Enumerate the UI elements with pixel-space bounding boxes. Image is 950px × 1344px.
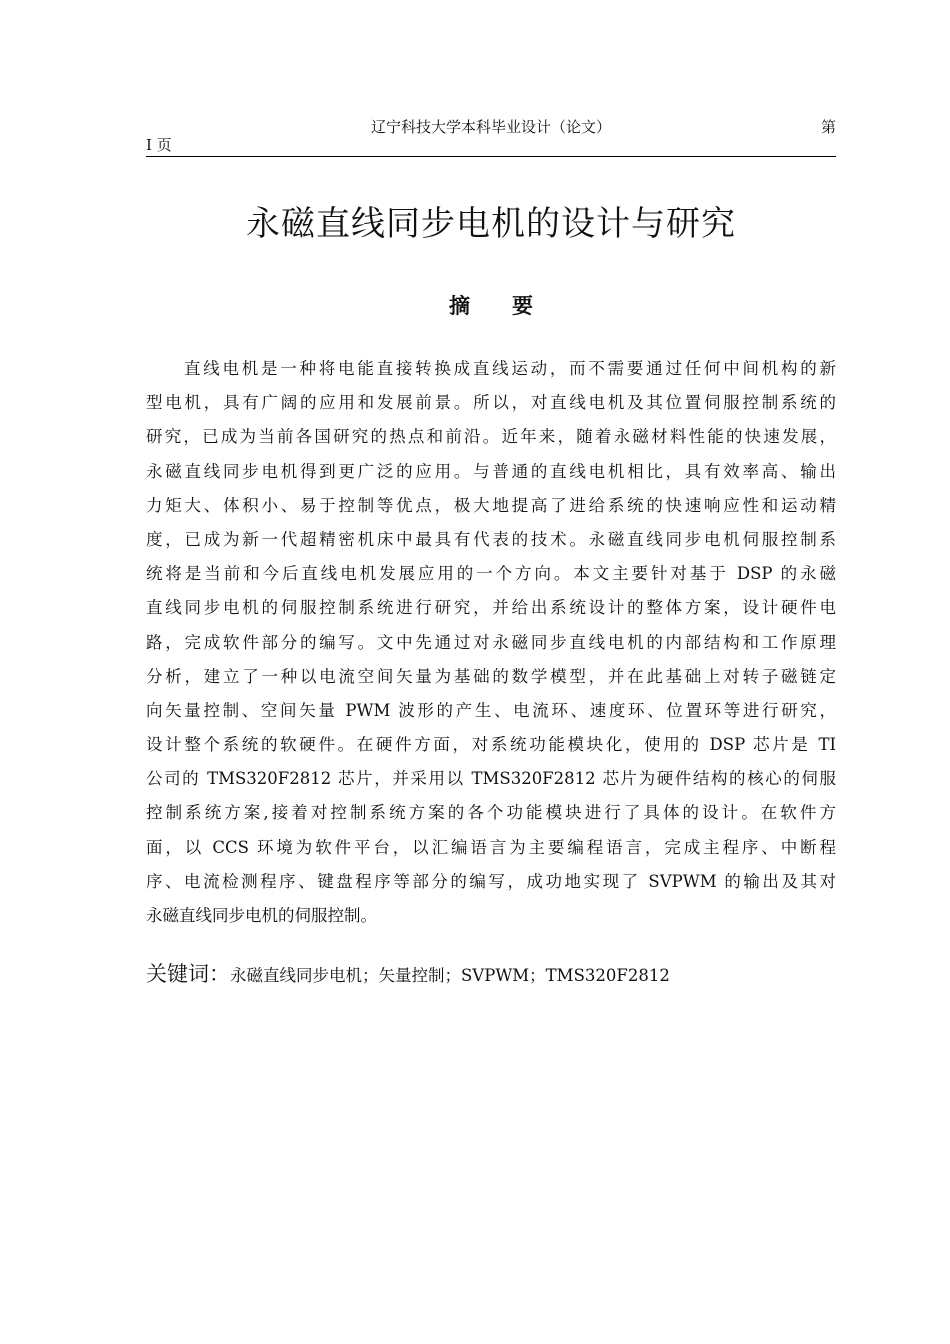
abstract-line: 序、电流检测程序、键盘程序等部分的编写，成功地实现了 SVPWM 的输出及其对 [146,871,836,891]
abstract-line: 型电机，具有广阔的应用和发展前景。所以，对直线电机及其位置伺服控制系统的 [146,393,836,413]
abstract-line: 控制系统方案,接着对控制系统方案的各个功能模块进行了具体的设计。在软件方 [146,803,836,823]
keywords [146,958,836,988]
abstract-line: 设计整个系统的软硬件。在硬件方面，对系统功能模块化，使用的 DSP 芯片是 TI [146,735,836,755]
abstract-line: 路，完成软件部分的编写。文中先通过对永磁同步直线电机的内部结构和工作原理 [146,632,836,652]
abstract-line: 分析，建立了一种以电流空间矢量为基础的数学模型，并在此基础上对转子磁链定 [146,666,836,686]
abstract-line: 统将是当前和今后直线电机发展应用的一个方向。本文主要针对基于 DSP 的永磁 [146,564,836,584]
abstract-line: 直线电机是一种将电能直接转换成直线运动，而不需要通过任何中间机构的新 [184,359,836,378]
keywords-label: 关键词： [146,962,230,986]
abstract-line: 研究，已成为当前各国研究的热点和前沿。近年来，随着永磁材料性能的快速发展， [146,427,836,447]
abstract-body [146,352,836,933]
abstract-line: 永磁直线同步电机的伺服控制。 [146,906,377,925]
document-title: 永磁直线同步电机的设计与研究 [246,204,736,244]
abstract-line: 力矩大、体积小、易于控制等优点，极大地提高了进给系统的快速响应性和运动精 [146,495,836,515]
header-page-number: I 页 [146,136,172,154]
abstract-line: 直线同步电机的伺服控制系统进行研究，并给出系统设计的整体方案，设计硬件电 [146,598,836,618]
abstract-line: 度，已成为新一代超精密机床中最具有代表的技术。永磁直线同步电机伺服控制系 [146,529,836,549]
header-title: 辽宁科技大学本科毕业设计（论文） [370,118,611,136]
header-page-label: 第 [820,118,836,136]
abstract-line: 公司的 TMS320F2812 芯片，并采用以 TMS320F2812 芯片为硬件结构的核心的伺服 [146,769,836,789]
abstract-heading: 摘 要 [449,294,533,318]
abstract-line: 面，以 CCS 环境为软件平台，以汇编语言为主要编程语言，完成主程序、中断程 [146,837,836,857]
page-header [146,112,836,157]
abstract-line: 永磁直线同步电机得到更广泛的应用。与普通的直线电机相比，具有效率高、输出 [146,461,836,481]
abstract-line: 向矢量控制、空间矢量 PWM 波形的产生、电流环、速度环、位置环等进行研究， [146,700,836,720]
keywords-value: 永磁直线同步电机；矢量控制；SVPWM；TMS320F2812 [230,966,670,985]
